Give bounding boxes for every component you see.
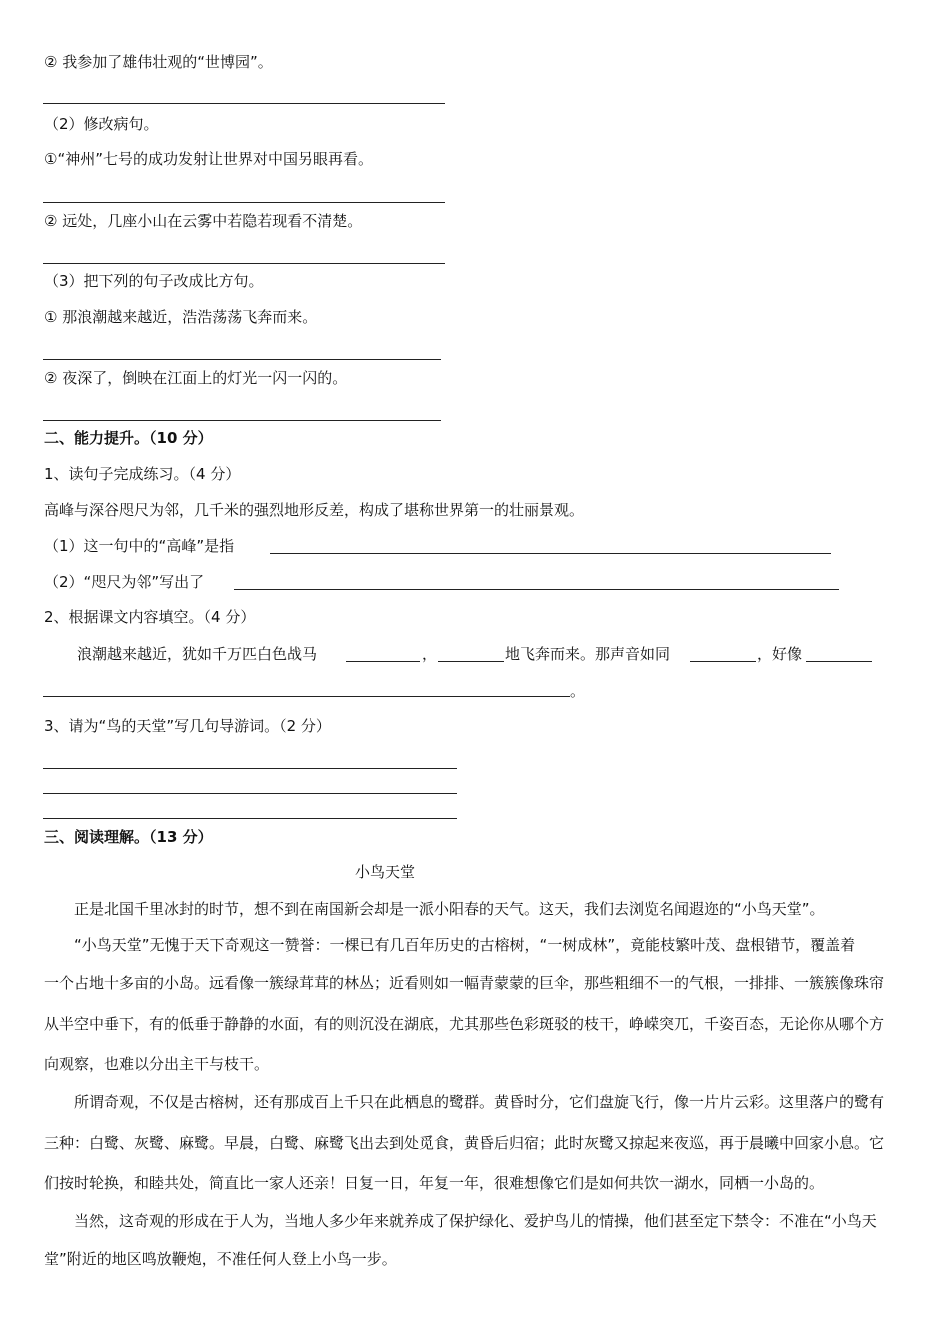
s2-q2-heading: 2、根据课文内容填空。（4 分） <box>44 608 256 626</box>
article-p2-line2: 一个占地十多亩的小岛。远看像一簇绿茸茸的林丛；近看则如一幅青蒙蒙的巨伞，那些粗细不一的气根，一排排、一簇簇像珠帘 <box>44 974 885 992</box>
article-p3-line2: 三种：白鹭、灰鹭、麻鹭。早晨，白鹭、麻鹭飞出去到处觅食，黄昏后归宿；此时灰鹭又掠起来夜巡，再于晨曦中回家小息。它 <box>44 1134 885 1152</box>
blank-line <box>806 661 872 662</box>
q2-heading: （2）修改病句。 <box>44 115 159 133</box>
answer-line <box>43 818 457 819</box>
blank-line <box>346 661 420 662</box>
s2-q1-heading: 1、读句子完成练习。（4 分） <box>44 465 241 483</box>
article-p1-line1: 正是北国千里冰封的时节，想不到在南国新会却是一派小阳春的天气。这天，我们去浏览名闻遐迩的“小鸟天堂”。 <box>74 900 825 918</box>
article-p3-line1: 所谓奇观，不仅是古榕树，还有那成百上千只在此栖息的鹭群。黄昏时分，它们盘旋飞行，像一片片云彩。这里落户的鹭有 <box>74 1093 885 1111</box>
answer-line <box>43 263 445 264</box>
answer-line <box>43 359 441 360</box>
answer-line <box>43 768 457 769</box>
blank-line <box>43 696 570 697</box>
section-2-heading: 二、能力提升。（10 分） <box>44 429 213 447</box>
q3-item-2: ② 夜深了，倒映在江面上的灯光一闪一闪的。 <box>44 369 348 387</box>
article-p4-line1: 当然，这奇观的形成在于人为，当地人多少年来就养成了保护绿化、爱护鸟儿的情操，他们甚至定下禁令：不准在“小鸟天 <box>74 1212 877 1230</box>
article-p4-line2: 堂”附近的地区鸣放鞭炮，不准任何人登上小鸟一步。 <box>44 1250 397 1268</box>
sentence-1-2: ② 我参加了雄伟壮观的“世博园”。 <box>44 53 273 71</box>
answer-line <box>43 420 441 421</box>
s2-q3-heading: 3、请为“鸟的天堂”写几句导游词。（2 分） <box>44 717 331 735</box>
s2-q2-part3: ，好像 <box>757 645 803 663</box>
section-3-heading: 三、阅读理解。（13 分） <box>44 828 213 846</box>
q3-item-1: ① 那浪潮越来越近，浩浩荡荡飞奔而来。 <box>44 308 318 326</box>
s2-q1-sentence: 高峰与深谷咫尺为邻，几千米的强烈地形反差，构成了堪称世界第一的壮丽景观。 <box>44 501 585 519</box>
article-p3-line3: 们按时轮换，和睦共处，简直比一家人还亲！日复一日，年复一年，很难想像它们是如何共饮一湖水，同栖一小岛的。 <box>44 1174 825 1192</box>
blank-line <box>690 661 756 662</box>
answer-line <box>43 103 445 104</box>
answer-line <box>43 202 445 203</box>
s2-q1-b: （2）“咫尺为邻”写出了 <box>44 573 205 591</box>
article-title: 小鸟天堂 <box>355 863 416 881</box>
s2-q1-a: （1）这一句中的“高峰”是指 <box>44 537 235 555</box>
answer-line <box>234 589 839 590</box>
q2-item-1: ①“神州”七号的成功发射让世界对中国另眼再看。 <box>44 150 373 168</box>
s2-q2-part1: 浪潮越来越近，犹如千万匹白色战马 <box>77 645 318 663</box>
q3-heading: （3）把下列的句子改成比方句。 <box>44 272 264 290</box>
article-p2-line4: 向观察，也难以分出主干与枝干。 <box>44 1055 270 1073</box>
blank-line <box>438 661 504 662</box>
answer-line <box>270 553 831 554</box>
s2-q2-comma: ， <box>422 645 438 663</box>
article-p2-line3: 从半空中垂下，有的低垂于静静的水面，有的则沉没在湖底，尤其那些色彩斑驳的枝干，峥嵘突兀，千姿百态，无论你从哪个方 <box>44 1015 885 1033</box>
q2-item-2: ② 远处，几座小山在云雾中若隐若现看不清楚。 <box>44 212 363 230</box>
article-p2-line1: “小鸟天堂”无愧于天下奇观这一赞誉：一棵已有几百年历史的古榕树，“一树成林”，竟能枝繁叶茂、盘根错节，覆盖着 <box>74 936 856 954</box>
s2-q2-end: 。 <box>570 682 586 700</box>
s2-q2-part2: 地飞奔而来。那声音如同 <box>505 645 671 663</box>
answer-line <box>43 793 457 794</box>
